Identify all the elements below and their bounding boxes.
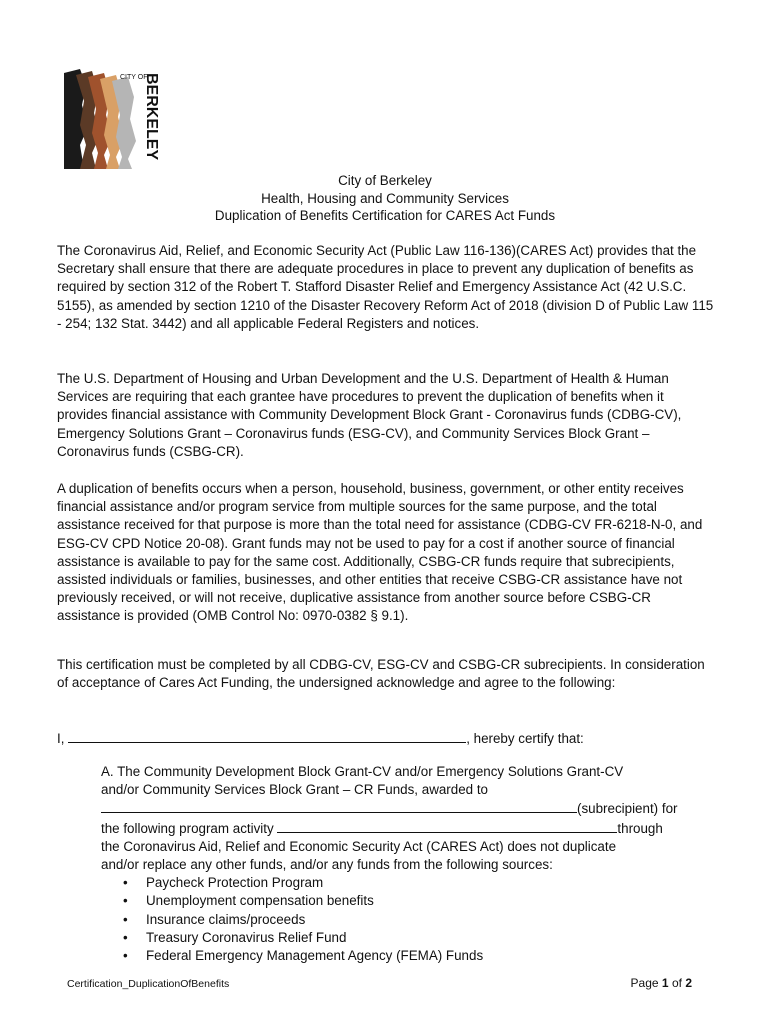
- list-item: • Paycheck Protection Program: [101, 874, 701, 892]
- paragraph-certification-requirement: This certification must be completed by all CDBG-CV, ESG-CV and CSBG-CR subrecipients. In consideration of acceptance of Cares Act Funding, the undersigned acknowledge and agree to the following:: [57, 657, 705, 691]
- item-a-line-3: [101, 799, 701, 818]
- bullet-icon: •: [123, 911, 128, 927]
- subrecipient-blank-field[interactable]: [101, 799, 577, 813]
- subrecipient-label: (subrecipient) for: [577, 801, 678, 817]
- city-of-berkeley-logo: [62, 65, 168, 173]
- certify-suffix: , hereby certify that:: [466, 731, 584, 746]
- certification-item-a: [101, 763, 701, 965]
- bullet-icon: •: [123, 893, 128, 909]
- document-header: [0, 172, 770, 225]
- name-blank-field[interactable]: [68, 729, 466, 743]
- header-title: Duplication of Benefits Certification for CARES Act Funds: [214, 208, 556, 223]
- paragraph-hud-hhs: The U.S. Department of Housing and Urban Development and the U.S. Department of Health & Human Services are requiring that each grantee have procedures to prevent the duplication of benefits when it provides financial assistance with Community Development Block Grant - Coronavirus funds (CDBG-CV), Emergency Solutions Grant – Coronavirus funds (ESG-CV), and Community Services Block Grant – Coronavirus funds (CSBG-CR).: [57, 371, 682, 459]
- bullet-icon: •: [123, 875, 128, 891]
- footer-filename: Certification_DuplicationOfBenefits: [67, 978, 230, 990]
- header-department: Health, Housing and Community Services: [261, 190, 509, 206]
- certify-line: [57, 729, 584, 746]
- list-item: • Insurance claims/proceeds: [101, 911, 701, 929]
- item-a-line-2: and/or Community Services Block Grant – CR Funds, awarded to: [101, 782, 489, 798]
- page-number: Page 1 of 2: [630, 976, 692, 990]
- program-activity-blank-field[interactable]: [277, 819, 617, 833]
- item-a-line-1: A. The Community Development Block Grant-CV and/or Emergency Solutions Grant-CV: [101, 764, 624, 779]
- item-a-line-5: the Coronavirus Aid, Relief and Economic Security Act (CARES Act) does not duplicate: [101, 838, 617, 854]
- header-city: City of Berkeley: [338, 173, 432, 188]
- program-activity-label: the following program activity: [101, 820, 274, 836]
- list-item: • Treasury Coronavirus Relief Fund: [101, 929, 701, 947]
- through-label: through: [617, 820, 663, 836]
- paragraph-duplication-definition: A duplication of benefits occurs when a person, household, business, government, or other entity receives financial assistance and/or program service from multiple sources for the same purpose, and the total assistance received for that purpose is more than the total need for assistance (CDBG-CV FR-6218-N-0, and ESG-CV CPD Notice 20-08). Grant funds may not be used to pay for a cost if another source of financial assistance is available to pay for the same cost. Additionally, CSBG-CR funds require that subrecipients, assisted individuals or families, businesses, and other entities that receive CSBG-CR assistance have not previously received, or will not receive, duplicative assistance from another source before CSBG-CR assistance is provided (OMB Control No: 0970-0382 § 9.1).: [57, 481, 703, 624]
- logo-city-of-text: CITY OF: [120, 74, 148, 81]
- item-a-line-6: and/or replace any other funds, and/or any funds from the following sources:: [101, 857, 553, 873]
- list-item: • Federal Emergency Management Agency (FEMA) Funds: [101, 947, 701, 965]
- item-a-line-4: [101, 819, 701, 838]
- bullet-icon: •: [123, 948, 128, 964]
- certify-prefix: I,: [57, 731, 65, 746]
- logo-berkeley-text: BERKELEY: [143, 73, 160, 161]
- list-item: • Unemployment compensation benefits: [101, 892, 701, 910]
- bullet-icon: •: [123, 929, 128, 945]
- paragraph-cares-act: The Coronavirus Aid, Relief, and Economic Security Act (Public Law 116-136)(CARES Act) provides that the Secretary shall ensure that there are adequate procedures in place to prevent any duplication of benefits as required by section 312 of the Robert T. Stafford Disaster Relief and Emergency Assistance Act (42 U.S.C. 5155), as amended by section 1210 of the Disaster Recovery Reform Act of 2018 (division D of Public Law 115 - 254; 132 Stat. 3442) and all applicable Federal Registers and notices.: [57, 243, 714, 331]
- funding-sources-list: [101, 874, 701, 965]
